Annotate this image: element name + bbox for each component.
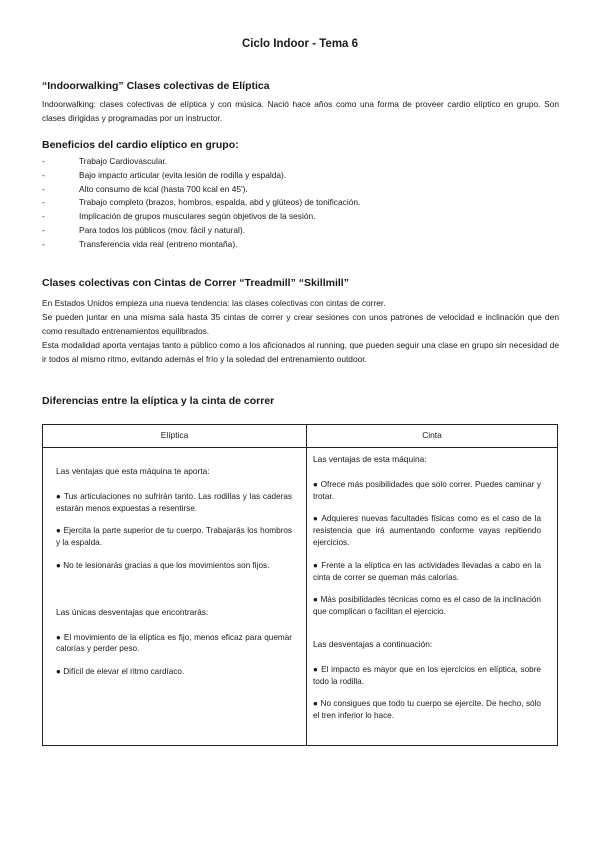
- list-item: ● Difícil de elevar el ritmo cardíaco.: [56, 667, 185, 677]
- list-item: - Transferencia vida real (entreno montaña).: [42, 238, 559, 252]
- dash-bullet: -: [42, 211, 45, 222]
- comparison-heading: Diferencias entre la elíptica y la cinta de correr: [42, 395, 275, 407]
- treadmill-paragraph-1: En Estados Unidos empieza una nueva tendencia: las clases colectivas con cintas de correr.: [42, 298, 386, 308]
- col-header-cinta: Cinta: [422, 430, 442, 440]
- list-item: ● No te lesionarás gracias a que los movimientos son fijos.: [56, 560, 270, 570]
- list-item: - Trabajo completo (brazos, hombros, espalda, abd y glúteos) de tonificación.: [42, 196, 559, 210]
- dash-bullet: -: [42, 224, 45, 235]
- list-item: ● Frente a la elíptica en las actividades llevadas a cabo en la cinta de correr se queman más calorías.: [313, 560, 541, 582]
- dash-bullet: -: [42, 238, 45, 249]
- eliptica-disadvantages-intro: Las únicas desventajas que encontrarás:: [56, 606, 209, 617]
- column-divider: [306, 425, 307, 745]
- cinta-advantages-intro: Las ventajas de esta máquina:: [313, 454, 427, 464]
- list-item: ● Adquieres nuevas facultades físicas como es el caso de la resistencia que irá aumentando conforme vayas repitiendo ejercicios.: [313, 514, 541, 547]
- list-item: ● Ofrece más posibilidades que solo correr. Puedes caminar y trotar.: [313, 479, 541, 501]
- list-item: - Alto consumo de kcal (hasta 700 kcal en 45').: [42, 183, 559, 197]
- list-item: ● Ejercita la parte superior de tu cuerpo. Trabajarás los hombros y la espalda.: [56, 526, 292, 548]
- benefits-heading: Beneficios del cardio elíptico en grupo:: [42, 139, 239, 151]
- dash-bullet: -: [42, 197, 45, 208]
- cinta-disadvantages-intro: Las desventajas a continuación:: [313, 638, 433, 649]
- dash-bullet: -: [42, 183, 45, 194]
- list-item: ● Más posibilidades técnicas como es el caso de la inclinación que complican o facilitan el ejercicio.: [313, 595, 541, 617]
- list-item: - Implicación de grupos musculares según objetivos de la sesión.: [42, 210, 559, 224]
- indoorwalking-heading: “Indoorwalking” Clases colectivas de Elíptica: [42, 80, 270, 92]
- treadmill-heading: Clases colectivas con Cintas de Correr “Treadmill” “Skillmill”: [42, 277, 349, 289]
- list-item: ● El movimiento de la elíptica es fijo, menos eficaz para quemar calorías y perder peso.: [56, 632, 292, 654]
- eliptica-advantages-intro: Las ventajas que esta máquina te aporta:: [56, 466, 210, 476]
- dash-bullet: -: [42, 156, 45, 166]
- treadmill-paragraph-2: Se pueden juntar en una misma sala hasta 35 cintas de correr y crear sesiones con unos patrones de velocidad e inclinación que den como resultado entrenamientos equilibrados.: [42, 312, 559, 336]
- eliptica-cell: [56, 466, 292, 689]
- list-item: ● No consigues que todo tu cuerpo se ejercite. De hecho, sólo el tren inferior lo hace.: [313, 699, 541, 721]
- list-item: - Trabajo Cardiovascular.: [42, 155, 559, 169]
- list-item: - Para todos los públicos (mov. fácil y natural).: [42, 224, 559, 238]
- list-item: ● El impacto es mayor que en los ejercicios en elíptica, sobre todo la rodilla.: [313, 664, 541, 686]
- indoorwalking-paragraph: Indoorwalking: clases colectivas de elíptica y con música. Nació hace años como una forma de proveer cardio elíptico en grupo. Son clases dirigidas y programadas por un instructor.: [42, 99, 559, 123]
- document-title: Ciclo Indoor - Tema 6: [241, 38, 359, 50]
- treadmill-paragraph-3: Esta modalidad aporta ventajas tanto a público como a los aficionados al running, que pueden seguir una clase en grupo sin necesidad de ir todos al mismo ritmo, evitando además el frío y la soledad del entrenamiento outdoor.: [42, 340, 559, 364]
- comparison-table: [42, 424, 558, 746]
- cinta-cell: [313, 454, 541, 733]
- dash-bullet: -: [42, 169, 45, 180]
- col-header-eliptica: Elíptica: [160, 430, 189, 440]
- list-item: ● Tus articulaciones no sufrirán tanto. Las rodillas y las caderas estarán menos expuestas a resentirse.: [56, 491, 292, 513]
- list-item: - Bajo impacto articular (evita lesión de rodilla y espalda).: [42, 169, 559, 183]
- benefits-list: [42, 155, 559, 252]
- header-divider: [43, 447, 557, 448]
